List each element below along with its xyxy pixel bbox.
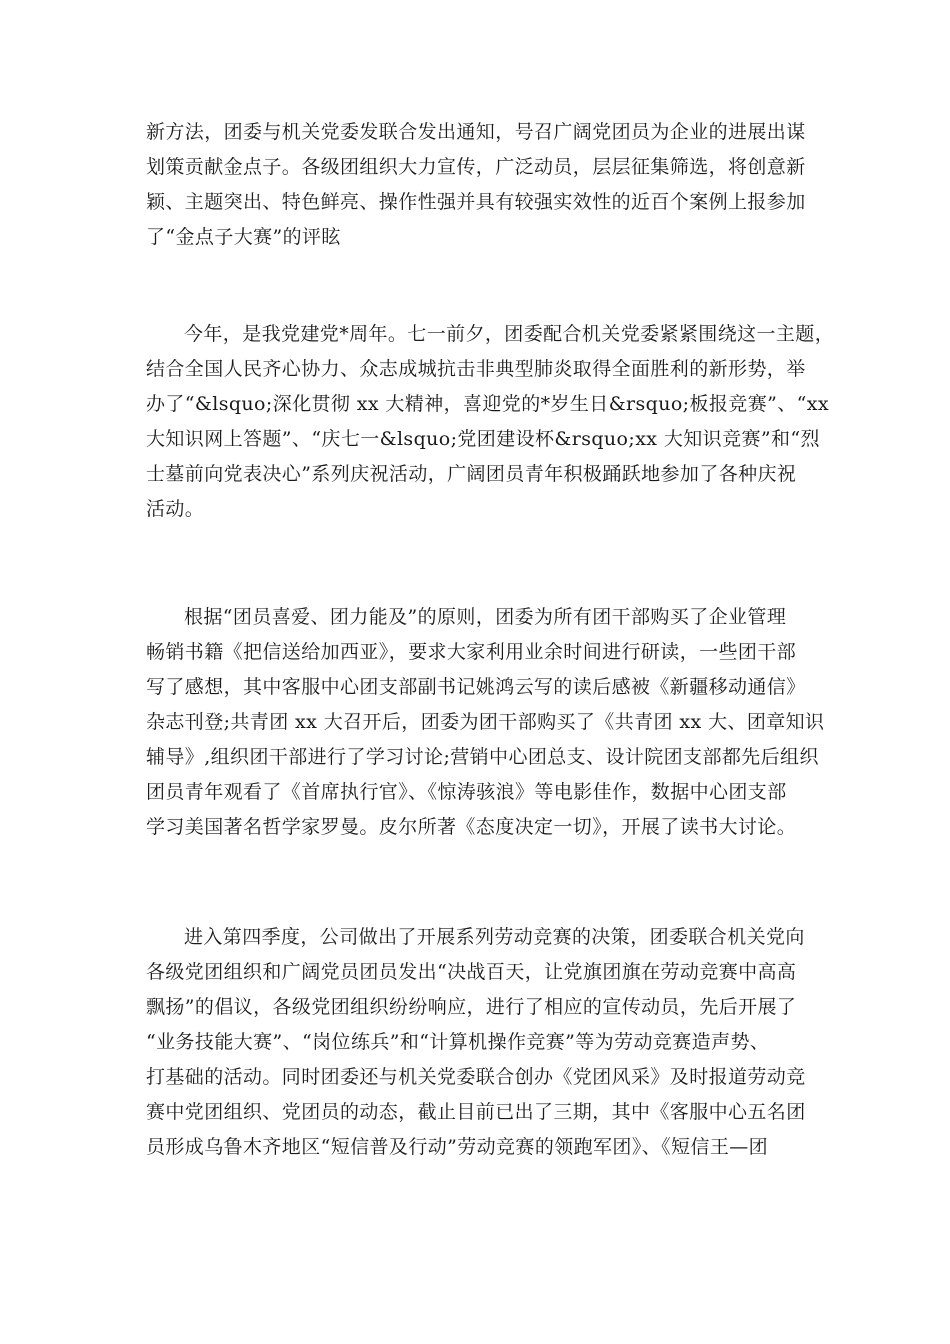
text-line: 各级党团组织和广阔党员团员发出“决战百天，让党旗团旗在劳动竞赛中高高 — [146, 961, 797, 983]
text-line: 学习美国著名哲学家罗曼。皮尔所著《态度决定一切》，开展了读书大讨论。 — [146, 816, 797, 838]
text-line: 打基础的活动。同时团委还与机关党委联合创办《党团风采》及时报道劳动竞 — [146, 1066, 806, 1088]
paragraph-4 — [146, 920, 836, 1165]
text-line: 写了感想，其中客服中心团支部副书记姚鸿云写的读后感被《新疆移动通信》 — [146, 676, 806, 698]
text-line: 大知识网上答题”、“庆七一&lsquo;党团建设杯&rsquo;xx 大知识竞赛”和“烈 — [146, 428, 820, 450]
text-line: 飘扬”的倡议，各级党团组织纷纷响应，进行了相应的宣传动员，先后开展了 — [146, 996, 797, 1018]
text-line: 辅导》,组织团干部进行了学习讨论;营销中心团总支、设计院团支部都先后组织 — [146, 746, 819, 768]
text-line: “业务技能大赛”、“岗位练兵”和“计算机操作竞赛”等为劳动竞赛造声势、 — [146, 1031, 770, 1053]
paragraph-1 — [146, 115, 836, 255]
paragraph-2 — [146, 317, 836, 527]
text-line: 赛中党团组织、党团员的动态，截止目前已出了三期，其中《客服中心五名团 — [146, 1101, 806, 1123]
text-line: 根据“团员喜爱、团力能及”的原则，团委为所有团干部购买了企业管理 — [184, 606, 787, 628]
paragraph-3 — [146, 600, 836, 845]
text-line: 颖、主题突出、特色鲜亮、操作性强并具有较强实效性的近百个案例上报参加 — [146, 191, 806, 213]
text-line: 士墓前向党表决心”系列庆祝活动，广阔团员青年积极踊跃地参加了各种庆祝 — [146, 463, 797, 485]
text-line: 结合全国人民齐心协力、众志成城抗击非典型肺炎取得全面胜利的新形势，举 — [146, 358, 806, 380]
text-line: 进入第四季度，公司做出了开展系列劳动竞赛的决策，团委联合机关党向 — [184, 926, 805, 948]
text-line: 杂志刊登;共青团 xx 大召开后，团委为团干部购买了《共青团 xx 大、团章知识 — [146, 711, 825, 733]
text-line: 今年，是我党建党*周年。七一前夕，团委配合机关党委紧紧围绕这一主题， — [184, 323, 835, 345]
text-line: 划策贡献金点子。各级团组织大力宣传，广泛动员，层层征集筛选，将创意新 — [146, 156, 806, 178]
text-line: 办了“&lsquo;深化贯彻 xx 大精神，喜迎党的*岁生日&rsquo;板报竞赛”、“xx — [146, 393, 829, 415]
text-line: 团员青年观看了《首席执行官》、《惊涛骇浪》等电影佳作，数据中心团支部 — [146, 781, 787, 803]
text-line: 员形成乌鲁木齐地区“短信普及行动”劳动竞赛的领跑军团》、《短信王—团 — [146, 1136, 769, 1158]
text-line: 新方法，团委与机关党委发联合发出通知，号召广阔党团员为企业的进展出谋 — [146, 121, 806, 143]
text-line: 活动。 — [146, 498, 205, 520]
text-line: 了“金点子大赛”的评眩 — [146, 226, 341, 248]
text-line: 畅销书籍《把信送给加西亚》，要求大家利用业余时间进行研读，一些团干部 — [146, 641, 797, 663]
